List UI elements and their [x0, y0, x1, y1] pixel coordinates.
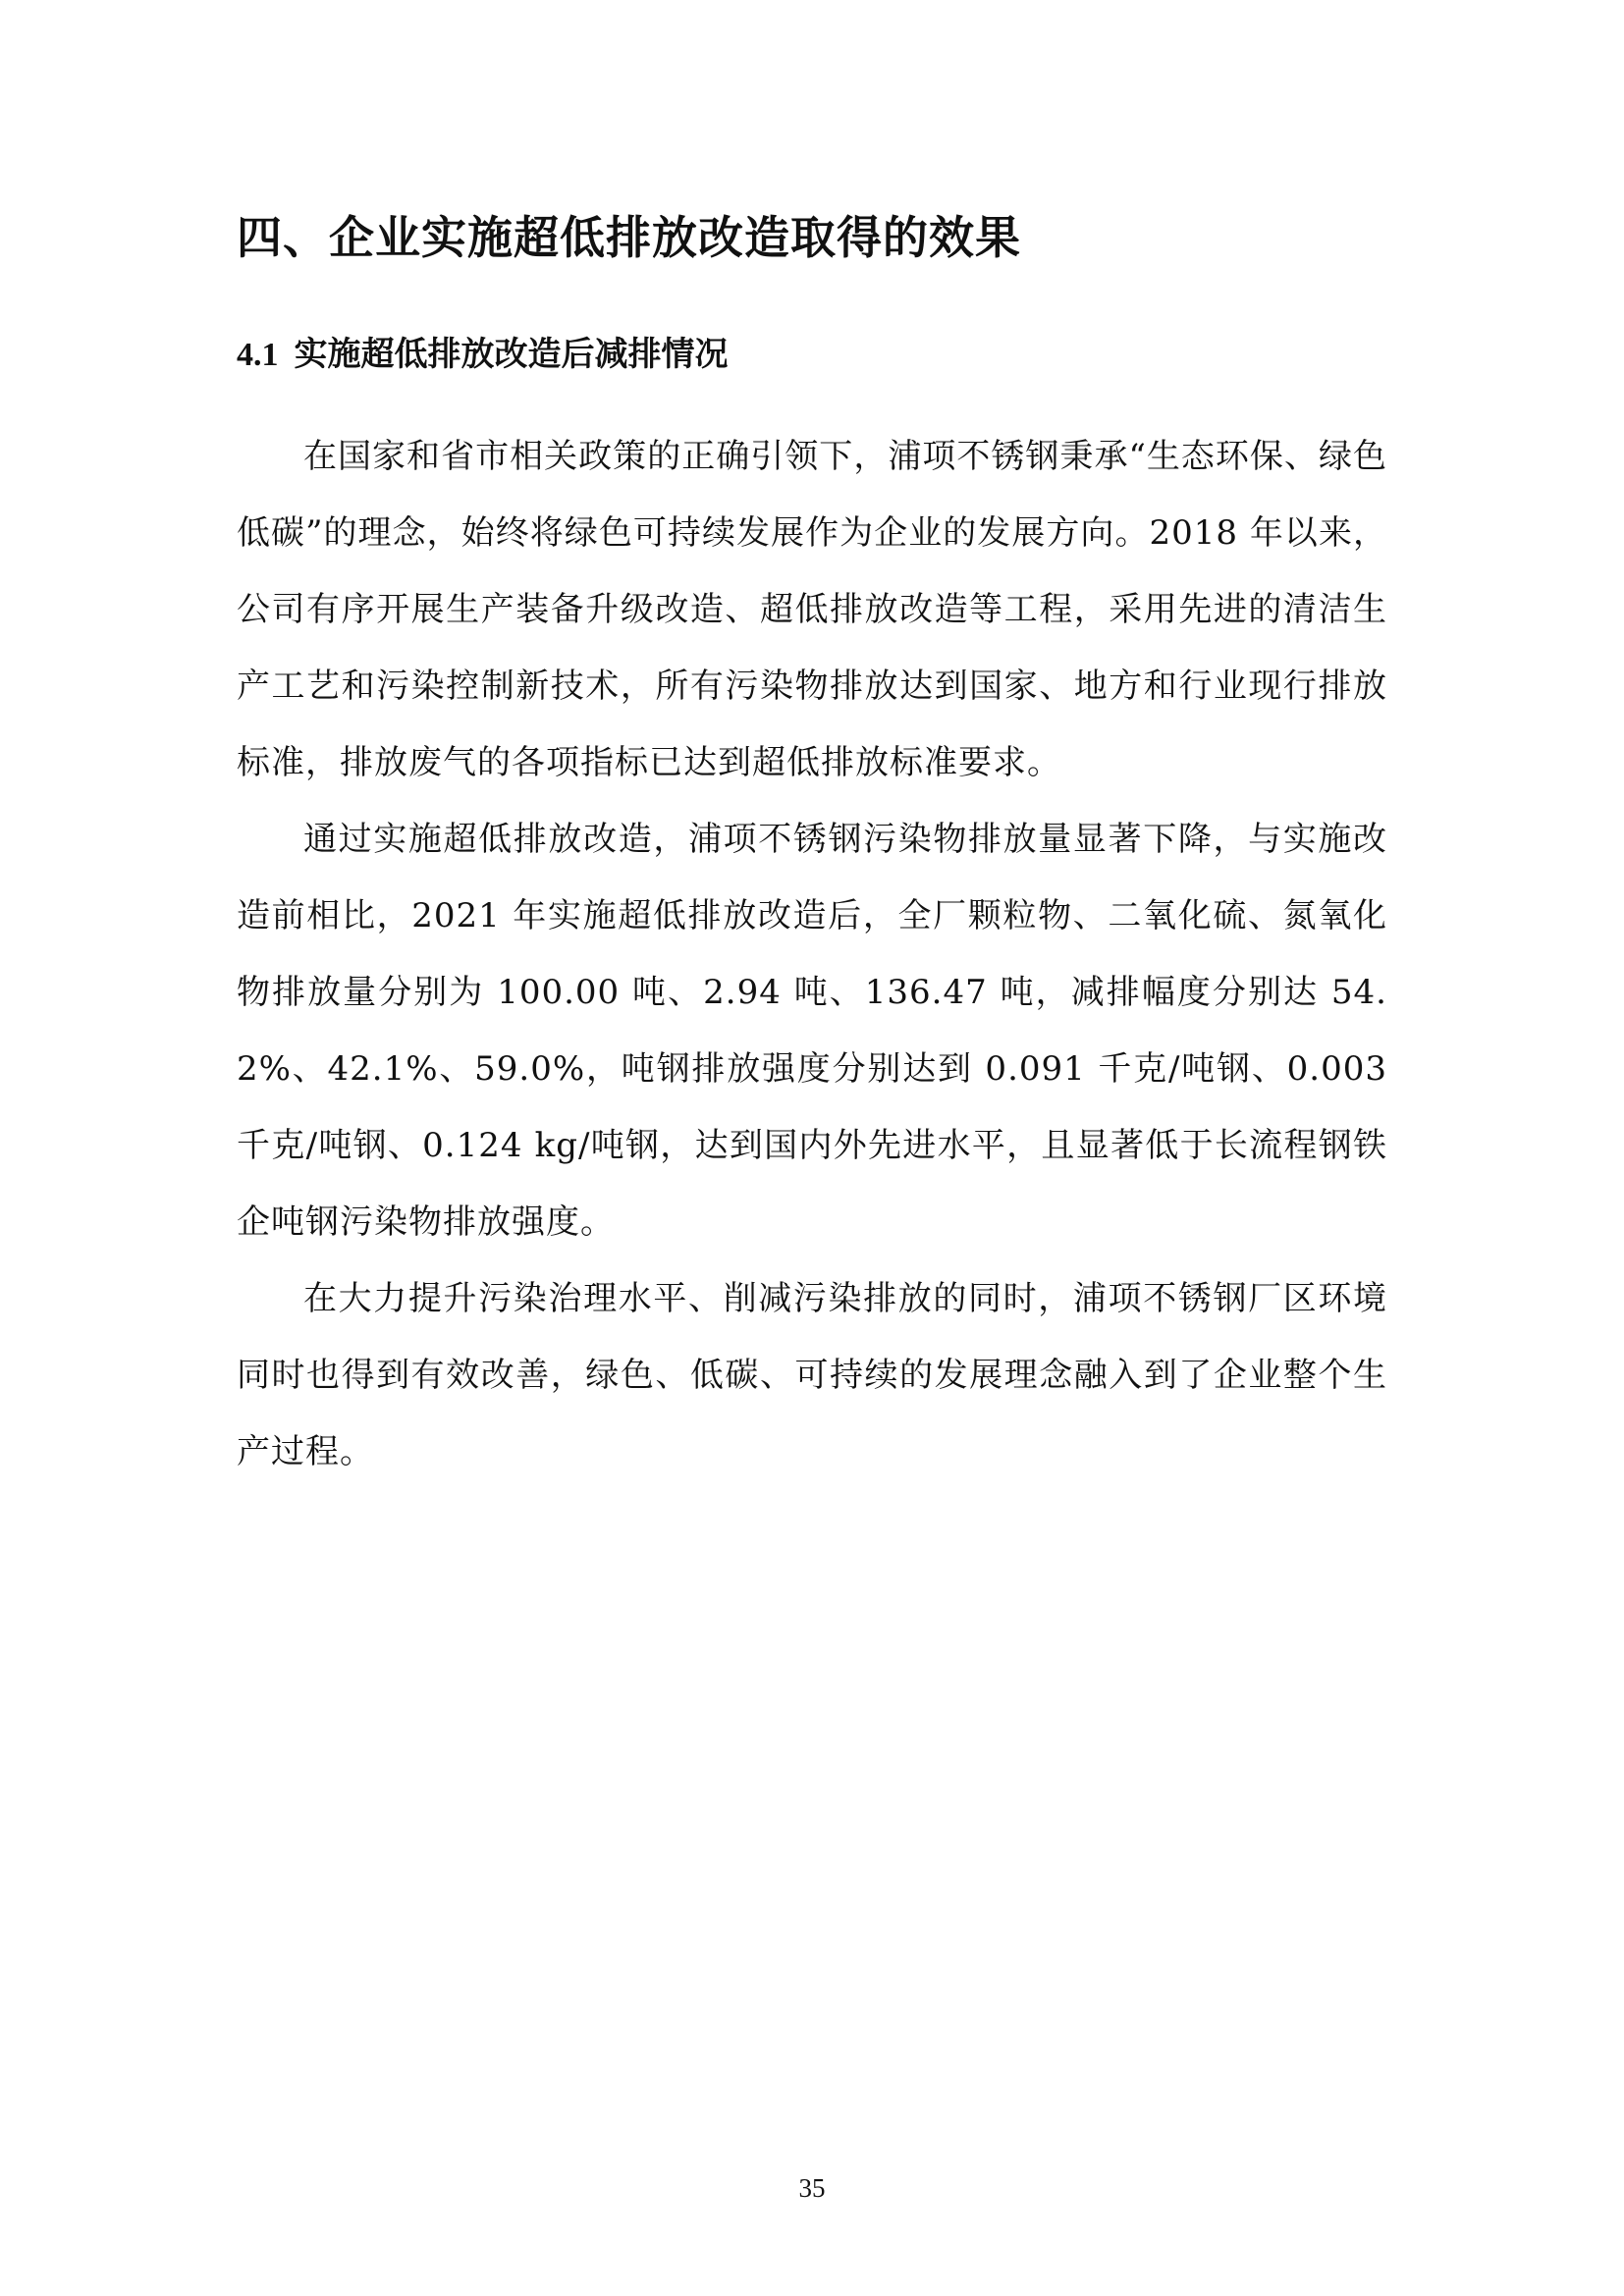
chapter-title: 四、企业实施超低排放改造取得的效果 — [237, 211, 1021, 264]
section-number: 4.1 — [237, 337, 279, 373]
body-text — [237, 418, 1387, 1490]
paragraph-policy: 在国家和省市相关政策的正确引领下，浦项不锈钢秉承“生态环保、绿色低碳”的理念，始终将绿色可持续发展作为企业的发展方向。2018 年以来，公司有序开展生产装备升级改造、超低排放改造等工程，采用先进的清洁生产工艺和污染控制新技术，所有污染物排放达到国家、地方和行业现行排放标准，排放废气的各项指标已达到超低排放标准要求。 — [237, 437, 1387, 782]
paragraph-environment: 在大力提升污染治理水平、削减污染排放的同时，浦项不锈钢厂区环境同时也得到有效改善，绿色、低碳、可持续的发展理念融入到了企业整个生产过程。 — [237, 1279, 1387, 1471]
paragraph-emission-reduction: 通过实施超低排放改造，浦项不锈钢污染物排放量显著下降，与实施改造前相比，2021 年实施超低排放改造后，全厂颗粒物、二氧化硫、氮氧化物排放量分别为 100.00 吨、2.94 吨、136.47 吨，减排幅度分别达 54.2%、42.1%、59.0%，吨钢排放强度分别达到 0.091 千克/吨钢、0.003 千克/吨钢、0.124 kg/吨钢，达到国内外先进水平，且显著低于长流程钢铁企吨钢污染物排放强度。 — [237, 820, 1387, 1242]
section-title: 实施超低排放改造后减排情况 — [294, 335, 729, 374]
page-number: 35 — [798, 2173, 826, 2203]
section-heading — [237, 330, 1395, 380]
